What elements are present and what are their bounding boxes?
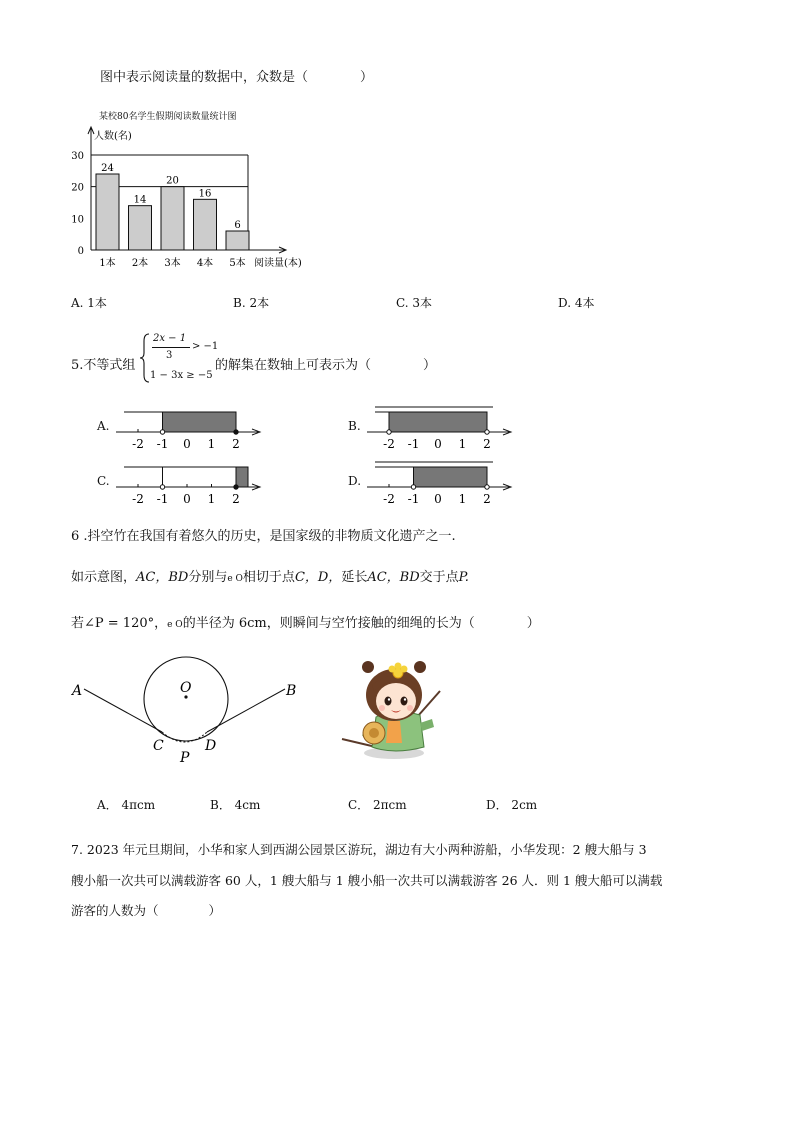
q5-option-b-label: B. (348, 419, 361, 433)
circle-symbol: e O (227, 574, 243, 584)
q4-option-a: A. 1本 (71, 296, 107, 310)
label-a: A (72, 683, 83, 699)
x-tick-label: 4本 (196, 258, 214, 269)
label-p: P (180, 750, 190, 766)
number-line-tick-label: 2 (232, 492, 240, 506)
number-line-tick-label: -1 (156, 492, 169, 506)
y-tick-label: 0 (77, 246, 84, 257)
number-lines (0, 0, 794, 520)
number-line-tick-label: -2 (132, 437, 144, 451)
number-line-tick-label: 0 (434, 492, 442, 506)
endpoint-left (411, 485, 415, 489)
endpoint-right (485, 485, 489, 489)
data-label: 16 (198, 188, 212, 200)
x-tick-label: 5本 (229, 258, 246, 269)
number-line-tick-label: -1 (407, 492, 420, 506)
label-b: B (286, 683, 297, 699)
solution-shade (414, 467, 488, 487)
number-line-tick-label: 1 (207, 437, 216, 451)
endpoint-right (234, 485, 238, 489)
number-line-tick-label: -1 (156, 437, 169, 451)
q7-line3: 游客的人数为（ ） (71, 903, 222, 918)
endpoint-right (485, 430, 489, 434)
number-line-tick-label: 0 (183, 437, 191, 451)
number-line-tick-label: 2 (232, 437, 240, 451)
q7-line1: 7. 2023 年元旦期间，小华和家人到西湖公园景区游玩，湖边有大小两种游船，小华发现：2 艘大船与 3 (71, 842, 647, 857)
solution-shade (389, 412, 487, 432)
x-axis-label: 阅读量(本) (254, 258, 302, 269)
label-o: O (180, 680, 192, 696)
q5-option-d-label: D. (348, 474, 362, 488)
q6-line1: 6 .抖空竹在我国有着悠久的历史，是国家级的非物质文化遗产之一. (71, 529, 456, 544)
label-c: C (153, 738, 164, 754)
y-tick-label: 10 (71, 214, 84, 226)
solution-shade (236, 467, 248, 487)
y-tick-label: 30 (71, 151, 84, 162)
q6-option-a: A． 4πcm (97, 798, 156, 812)
ineq1-numerator: 2x − 1 (153, 333, 187, 344)
y-axis-label: 人数(名) (94, 131, 132, 142)
solution-shade (163, 412, 237, 432)
y-tick-label: 20 (71, 182, 84, 194)
data-label: 20 (166, 175, 179, 187)
q4-option-d: D. 4本 (558, 296, 595, 310)
q7-line2: 艘小船一次共可以满载游客 60 人，1 艘大船与 1 艘小船一次共可以满载游客 26 人．则 1 艘大船可以满载 (71, 873, 663, 888)
data-label: 6 (234, 220, 241, 231)
number-line-tick-label: -1 (407, 437, 420, 451)
chart-title: 某校80名学生假期阅读数量统计图 (99, 112, 237, 122)
q4-stem: 图中表示阅读量的数据中，众数是（ ） (100, 70, 374, 85)
q5-suffix: 的解集在数轴上可表示为（ ） (215, 358, 437, 373)
number-line-tick-label: 0 (434, 437, 442, 451)
data-label: 24 (101, 163, 114, 174)
tangent-diagram (0, 640, 320, 770)
label-d: D (205, 738, 217, 754)
number-line-tick-label: 1 (458, 492, 467, 506)
x-tick-label: 1本 (99, 258, 116, 269)
number-line-tick-label: -2 (132, 492, 144, 506)
endpoint-left (160, 430, 164, 434)
ineq2: 1 − 3x ≥ −5 (150, 370, 213, 381)
ineq1-relation: > −1 (192, 341, 219, 352)
q4-option-c: C. 3本 (396, 296, 433, 310)
endpoint-right (234, 430, 238, 434)
endpoint-left (387, 430, 391, 434)
q5-prefix: 5.不等式组 (71, 358, 136, 373)
number-line-tick-label: 0 (183, 492, 191, 506)
q5-option-a-label: A. (97, 419, 110, 433)
number-line-tick-label: 1 (207, 492, 216, 506)
x-tick-label: 3本 (164, 258, 181, 269)
number-line-tick-label: -2 (383, 437, 395, 451)
data-label: 14 (133, 194, 147, 206)
q6-option-b: B． 4cm (210, 798, 261, 812)
q6-line3: 若∠P = 120°，e O的半径为 6cm，则瞬间与空竹接触的细绳的长为（ ） (71, 616, 540, 631)
q6-option-d: D． 2cm (486, 798, 538, 812)
ineq1-denominator: 3 (166, 350, 173, 361)
girl-diabolo-illustration (336, 655, 446, 765)
number-line-tick-label: -2 (383, 492, 395, 506)
number-line-tick-label: 1 (458, 437, 467, 451)
number-line-tick-label: 2 (483, 492, 491, 506)
x-tick-label: 2本 (131, 258, 149, 269)
q6-line2: 如示意图，AC，BD分别与e O相切于点C，D，延长AC，BD交于点P. (71, 570, 469, 585)
number-line-tick-label: 2 (483, 437, 491, 451)
q6-option-c: C． 2πcm (348, 798, 407, 812)
q4-option-b: B. 2本 (233, 296, 270, 310)
endpoint-left (160, 485, 164, 489)
q5-option-c-label: C. (97, 474, 110, 488)
